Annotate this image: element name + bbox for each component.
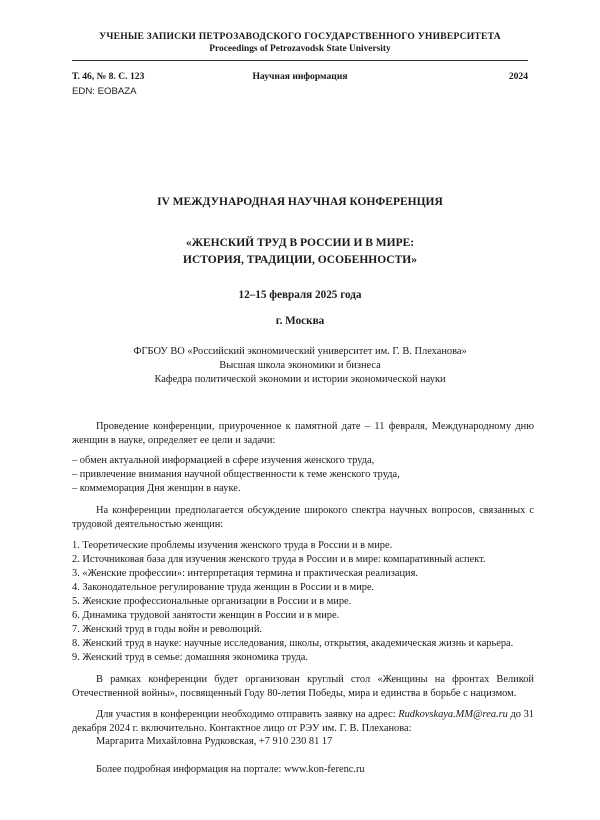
contact-email[interactable]: Rudkovskaya.MM@rea.ru bbox=[398, 709, 508, 720]
goal-item: – обмен актуальной информацией в сфере изучения женского труда, bbox=[72, 455, 375, 466]
topic-item: 8. Женский труд в науке: научные исследования, школы, открытия, академическая жизнь и карьера. bbox=[72, 638, 514, 649]
topic-item: 6. Динамика трудовой занятости женщин в России и в мире. bbox=[72, 610, 340, 621]
participation-paragraph bbox=[72, 708, 534, 736]
topic-item: 5. Женские профессиональные организации в России и в мире. bbox=[72, 596, 352, 607]
section-label: Научная информация bbox=[252, 71, 348, 82]
organizer-department: Кафедра политической экономии и истории экономической науки bbox=[154, 374, 446, 385]
volume-info: Т. 46, № 8. С. 123 bbox=[72, 71, 145, 82]
journal-title: УЧЕНЫЕ ЗАПИСКИ ПЕТРОЗАВОДСКОГО ГОСУДАРСТВЕННОГО УНИВЕРСИТЕТА bbox=[99, 31, 501, 42]
conference-title bbox=[0, 235, 600, 269]
organizer-school: Высшая школа экономики и бизнеса bbox=[219, 360, 381, 371]
topic-item: 1. Теоретические проблемы изучения женского труда в России и в мире. bbox=[72, 540, 393, 551]
topic-item: 7. Женский труд в годы войн и революций. bbox=[72, 624, 262, 635]
conference-city: г. Москва bbox=[275, 315, 325, 327]
topic-item: 2. Источниковая база для изучения женского труда в России и в мире: компаративный аспект. bbox=[72, 554, 486, 565]
topics-intro: На конференции предполагается обсуждение широкого спектра научных вопросов, связанных с трудовой деятельностью женщин: bbox=[72, 505, 534, 530]
contact-person: Маргарита Михайловна Рудковская, +7 910 230 81 17 bbox=[96, 736, 333, 747]
goal-item: – привлечение внимания научной общественности к теме женского труда, bbox=[72, 469, 400, 480]
intro-paragraph: Проведение конференции, приуроченное к памятной дате – 11 февраля, Международному дню женщин в науке, определяет ее цели и задачи: bbox=[72, 421, 534, 446]
organizers-block bbox=[0, 345, 600, 387]
topic-item: 4. Законодательное регулирование труда женщин в России и в мире. bbox=[72, 582, 375, 593]
topic-item: 3. «Женские профессии»: интерпретация термина и практическая реализация. bbox=[72, 568, 418, 579]
conference-title-line2: ИСТОРИЯ, ТРАДИЦИИ, ОСОБЕННОСТИ» bbox=[183, 254, 417, 266]
more-info-line: Более подробная информация на портале: www.kon-ferenc.ru bbox=[96, 764, 365, 775]
conference-title-line1: «ЖЕНСКИЙ ТРУД В РОССИИ И В МИРЕ: bbox=[185, 237, 415, 249]
topic-item: 9. Женский труд в семье: домашняя экономика труда. bbox=[72, 652, 308, 663]
header-divider bbox=[72, 60, 528, 61]
conference-dates: 12–15 февраля 2025 года bbox=[238, 289, 362, 301]
organizer-university: ФГБОУ ВО «Российский экономический университет им. Г. В. Плеханова» bbox=[133, 346, 467, 357]
goal-item: – коммеморация Дня женщин в науке. bbox=[72, 483, 241, 494]
year-label: 2024 bbox=[508, 71, 528, 82]
participation-text-before: Для участия в конференции необходимо отправить заявку на адрес: bbox=[96, 709, 399, 720]
participation-text-after: до 31 декабря 2024 г. включительно. Контактное лицо от РЭУ им. Г. В. Плеханова: bbox=[72, 709, 534, 734]
edn-code: EDN: EOBAZA bbox=[72, 86, 137, 97]
journal-subtitle: Proceedings of Petrozavodsk State University bbox=[209, 44, 391, 54]
conference-heading: IV МЕЖДУНАРОДНАЯ НАУЧНАЯ КОНФЕРЕНЦИЯ bbox=[157, 196, 443, 208]
round-table-paragraph: В рамках конференции будет организован круглый стол «Женщины на фронтах Великой Отечественной войны», посвященный Году 80-летия Победы, мира и единства в борьбе с нацизмом. bbox=[72, 674, 534, 699]
